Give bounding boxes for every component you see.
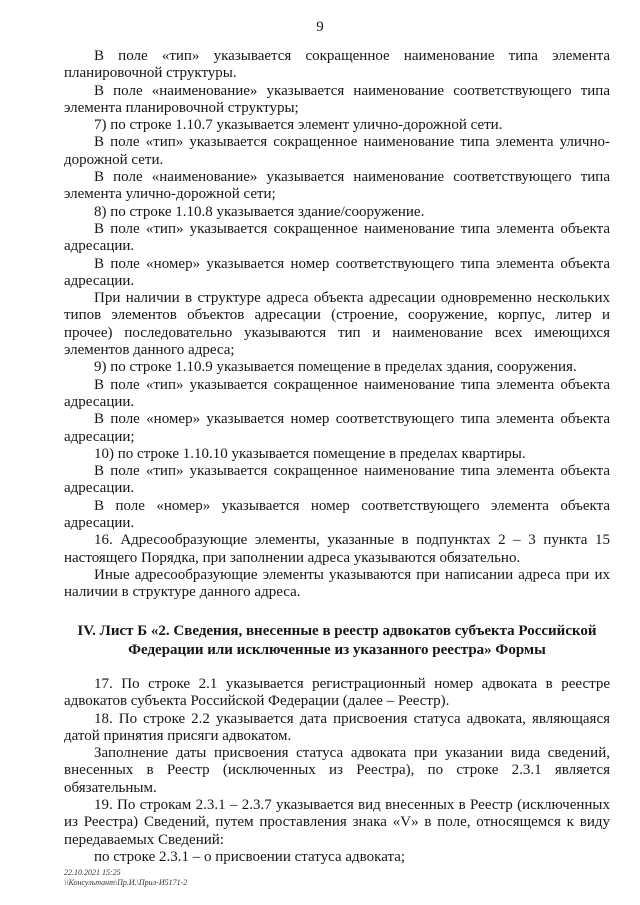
page-number: 9 — [316, 19, 324, 35]
paragraph: В поле «номер» указывается номер соответствующего типа элемента объекта адресации. — [64, 255, 610, 289]
paragraph: 9) по строке 1.10.9 указывается помещение в пределах здания, сооружения. — [94, 359, 577, 376]
paragraph: При наличии в структуре адреса объекта адресации одновременно нескольких типов элементов объектов адресации (строение, сооружение, корпус, литер и прочее) последовательно указываются тип и наименование всех имеющихся элементов данного адреса; — [64, 290, 610, 359]
footer-timestamp: 22.10.2021 15:25 — [64, 868, 121, 877]
paragraph: 17. По строке 2.1 указывается регистрационный номер адвоката в реестре адвокатов субъекта Российской Федерации (далее – Реестр). — [64, 676, 610, 710]
paragraph: В поле «номер» указывается номер соответствующего элемента объекта адресации. — [64, 497, 610, 532]
paragraph: 19. По строкам 2.3.1 – 2.3.7 указывается вид внесенных в Реестр (исключенных из Реестра) Сведений, путем проставления знака «V» в поле, относящемся к виду передаваемых Сведений: — [64, 797, 610, 848]
paragraph: 8) по строке 1.10.8 указывается здание/сооружение. — [94, 203, 425, 220]
paragraph: В поле «тип» указывается сокращенное наименование типа элемента объекта адресации. — [64, 463, 610, 497]
paragraph: В поле «наименование» указывается наименование соответствующего типа элемента улично-дорожной сети; — [64, 169, 610, 203]
paragraph: 7) по строке 1.10.7 указывается элемент улично-дорожной сети. — [94, 117, 503, 134]
section-heading-line-1: IV. Лист Б «2. Сведения, внесенные в реестр адвокатов субъекта Российской — [77, 623, 597, 639]
paragraph: В поле «тип» указывается сокращенное наименование типа элемента объекта адресации. — [64, 220, 610, 255]
paragraph: В поле «тип» указывается сокращенное наименование типа элемента объекта адресации. — [64, 376, 610, 410]
body-text-section-1 — [64, 48, 610, 602]
section-heading-line-2: Федерации или исключенные из указанного реестра» Формы — [128, 642, 546, 658]
section-heading — [64, 622, 610, 660]
footer-file-path: \\Консультант\Пр.И.\Прил-И5171-2 — [64, 878, 188, 887]
paragraph: Заполнение даты присвоения статуса адвоката при указании вида сведений, внесенных в Реестр (исключенных из Реестра), по строке 2.3.1 является обязательным. — [64, 745, 610, 796]
paragraph: 16. Адресообразующие элементы, указанные в подпунктах 2 – 3 пункта 15 настоящего Порядка, при заполнении адреса указываются обязательно. — [64, 532, 610, 566]
body-text-section-2 — [64, 676, 610, 866]
paragraph: В поле «номер» указывается номер соответствующего типа элемента объекта адресации; — [64, 411, 610, 445]
paragraph: В поле «тип» указывается сокращенное наименование типа элемента планировочной структуры. — [64, 48, 610, 82]
paragraph: по строке 2.3.1 – о присвоении статуса адвоката; — [94, 848, 406, 865]
paragraph: 18. По строке 2.2 указывается дата присвоения статуса адвоката, являющаяся датой принятия присяги адвокатом. — [64, 710, 610, 744]
paragraph: В поле «наименование» указывается наименование соответствующего типа элемента планировочной структуры; — [64, 82, 610, 116]
document-footer — [64, 868, 187, 888]
paragraph: 10) по строке 1.10.10 указывается помещение в пределах квартиры. — [94, 445, 526, 462]
paragraph: Иные адресообразующие элементы указываются при написании адреса при их наличии в структуре данного адреса. — [64, 566, 610, 601]
paragraph: В поле «тип» указывается сокращенное наименование типа элемента улично-дорожной сети. — [64, 134, 610, 168]
